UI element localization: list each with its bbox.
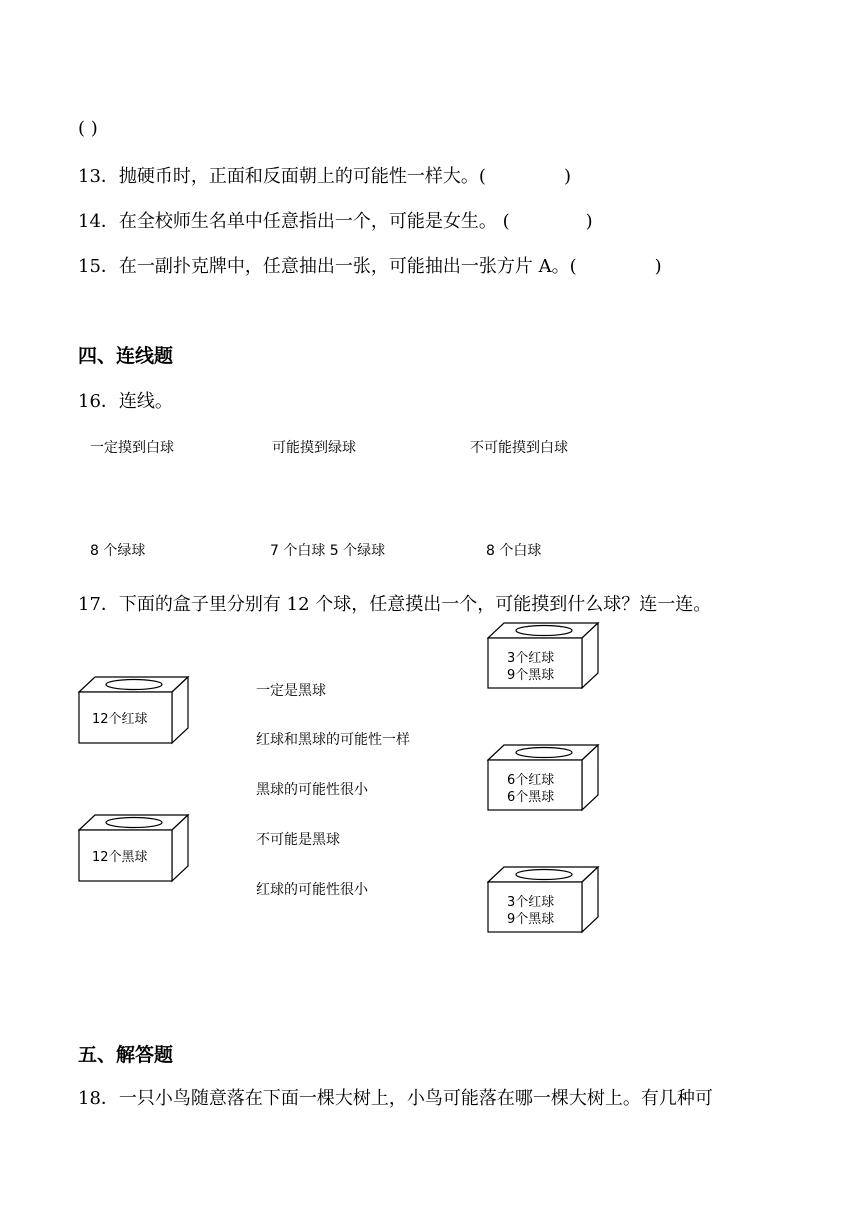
question-number: 14． (78, 211, 119, 232)
statement-3: 黑球的可能性很小 (256, 782, 368, 798)
question-text: 在一副扑克牌中，任意抽出一张，可能抽出一张方片 A。( (118, 256, 577, 277)
match-bottom-2: 7 个白球 5 个绿球 (270, 543, 386, 559)
box-label-line: 6个红球 (507, 773, 555, 788)
question-16-title: 16．连线。 (78, 391, 173, 412)
ball-box-right-1 (487, 622, 600, 690)
question-number: 15． (78, 256, 119, 277)
box-label: 12个红球 (92, 712, 148, 727)
question-text: 在全校师生名单中任意指出一个，可能是女生。 ( (118, 211, 510, 232)
question-15 (78, 252, 662, 278)
ball-box-right-2 (487, 744, 600, 812)
box-label-line: 9个黑球 (507, 912, 555, 927)
ball-box-right-3 (487, 866, 600, 934)
section-heading-4: 四、连线题 (78, 345, 174, 367)
answer-close-paren: ) (563, 166, 571, 187)
match-bottom-3: 8 个白球 (486, 543, 542, 559)
section-heading-5: 五、解答题 (78, 1044, 174, 1066)
question-text: 抛硬币时，正面和反面朝上的可能性一样大。( (118, 166, 486, 187)
box-label-line: 9个黑球 (507, 668, 555, 683)
statement-1: 一定是黑球 (256, 683, 326, 699)
answer-close-paren: ) (585, 211, 593, 232)
answer-close-paren: ) (654, 256, 662, 277)
box-label (507, 894, 554, 928)
box-label: 12个黑球 (92, 850, 148, 865)
match-bottom-1: 8 个绿球 (90, 543, 146, 559)
box-label-line: 6个黑球 (507, 790, 555, 805)
statement-4: 不可能是黑球 (256, 832, 340, 848)
ball-box-left-2 (78, 814, 190, 884)
box-label-line: 3个红球 (507, 651, 555, 666)
statement-5: 红球的可能性很小 (256, 882, 368, 898)
statement-2: 红球和黑球的可能性一样 (256, 732, 410, 748)
match-top-3: 不可能摸到白球 (470, 440, 568, 456)
box-label-line: 3个红球 (507, 895, 555, 910)
box-label (507, 650, 554, 684)
question-14 (78, 207, 593, 233)
question-number: 13． (78, 166, 119, 187)
question-18: 18．一只小鸟随意落在下面一棵大树上，小鸟可能落在哪一棵大树上。有几种可 (78, 1088, 713, 1109)
question-13 (78, 162, 571, 188)
question-17-title: 17．下面的盒子里分别有 12 个球，任意摸出一个，可能摸到什么球？连一连。 (78, 594, 712, 615)
match-top-1: 一定摸到白球 (90, 440, 174, 456)
match-top-2: 可能摸到绿球 (272, 440, 356, 456)
q12-answer-blank: ( ) (78, 118, 98, 139)
box-label (507, 772, 554, 806)
ball-box-left-1 (78, 676, 190, 746)
